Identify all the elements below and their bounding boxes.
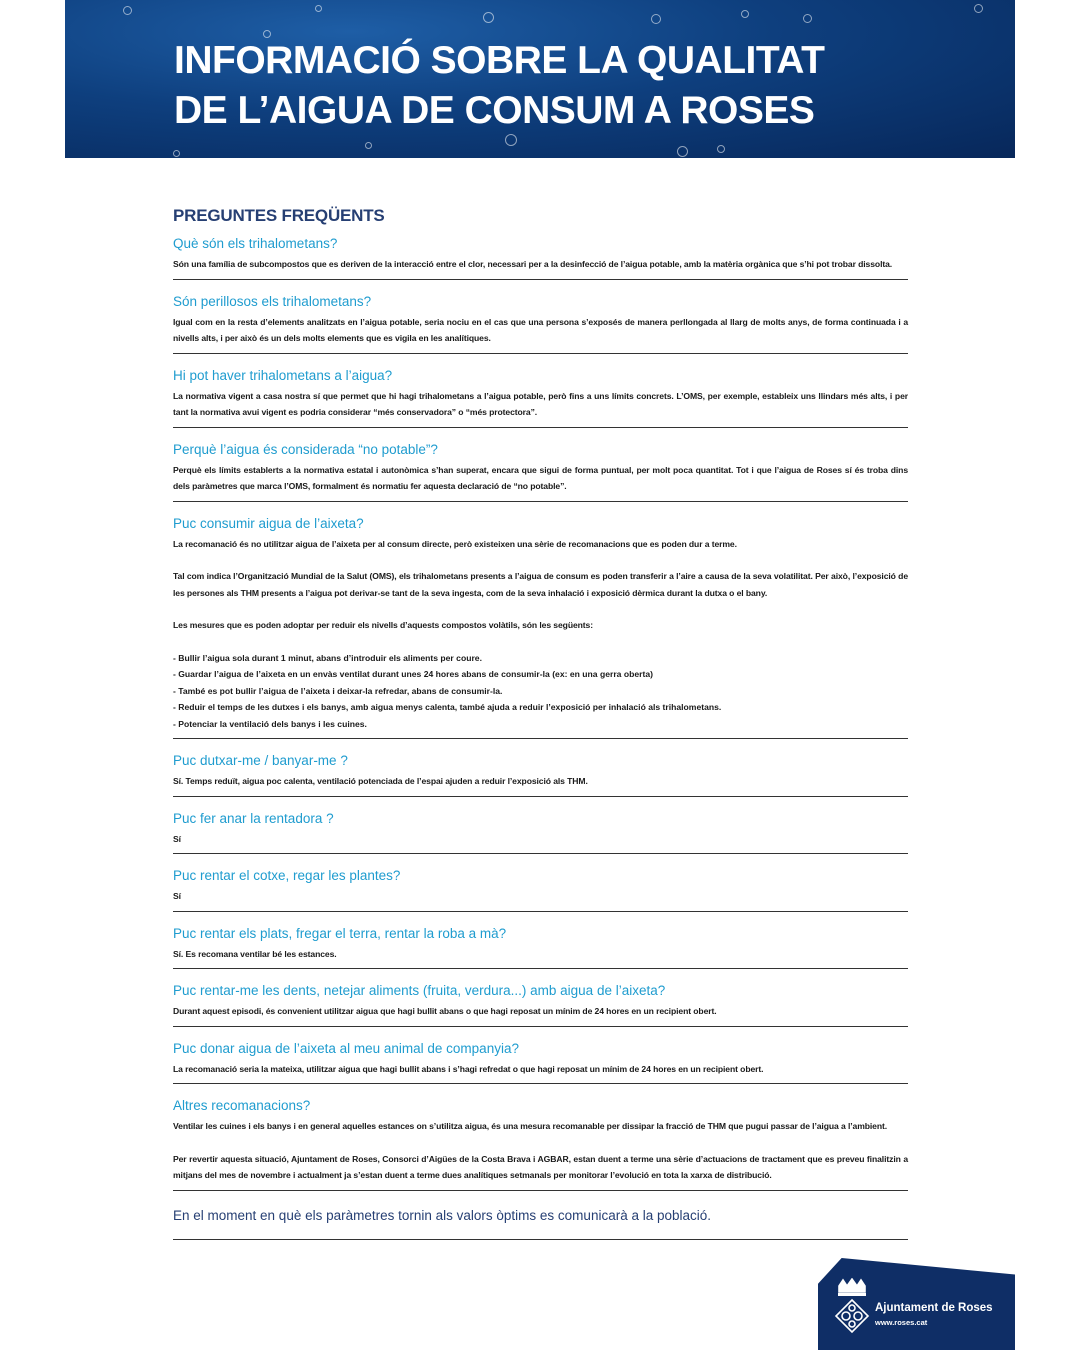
faq-content bbox=[173, 206, 908, 1240]
faq-item bbox=[173, 982, 908, 1027]
faq-answer: Perquè els límits establerts a la normativa estatal i autonòmica s’han superat, encara que sigui de forma puntual, per molt poca quantitat. Tot i que l’aigua de Roses sí és troba dins dels paràmetres que marca l’OMS, formalment és normatiu fer aquesta declaració de “no potable”. bbox=[173, 464, 908, 491]
bubble-decoration bbox=[123, 6, 132, 15]
faq-answer: Ventilar les cuines i els banys i en general aquelles estances on s’utilitza aigua, és una mesura recomanable per dissipar la fracció de THM que pugui passar de l’aigua a l’ambient. bbox=[173, 1121, 888, 1131]
section-heading: PREGUNTES FREQÜENTS bbox=[173, 206, 385, 225]
bubble-decoration bbox=[717, 145, 725, 153]
bubble-decoration bbox=[651, 14, 661, 24]
faq-answer: La recomanació és no utilitzar aigua de l’aixeta per al consum directe, però existeixen una sèrie de recomanacions que es poden dur a terme. bbox=[173, 538, 737, 549]
faq-question: Puc rentar-me les dents, netejar aliments (fruita, verdura...) amb aigua de l’aixeta? bbox=[173, 983, 666, 998]
closing-note bbox=[173, 1204, 908, 1240]
bubble-decoration bbox=[677, 146, 688, 157]
faq-question: Puc dutxar-me / banyar-me ? bbox=[173, 753, 348, 768]
bubble-decoration bbox=[315, 5, 322, 12]
faq-question: Puc donar aigua de l’aixeta al meu animal de companyia? bbox=[173, 1040, 519, 1056]
faq-answer-paragraph: Tal com indica l’Organització Mundial de la Salut (OMS), els trihalometans presents a l’aigua de consum es poden transferir a l’aire a causa de la seva volatilitat. Per això, l’exposició de les persones als THM presents a l’aigua pot derivar-se tant de la seva ingesta, com de la seva inhalació i exposició dèrmica durant la dutxa o el bany. bbox=[173, 571, 908, 598]
faq-question: Són perillosos els trihalometans? bbox=[173, 293, 372, 309]
faq-item bbox=[173, 1040, 908, 1085]
recommendation-list bbox=[173, 650, 908, 733]
faq-question: Puc fer anar la rentadora ? bbox=[173, 810, 334, 826]
list-item: - També es pot bullir l’aigua de l’aixeta i deixar-la refredar, abans de consumir-la. bbox=[173, 685, 503, 696]
faq-item bbox=[173, 1097, 908, 1191]
faq-answer: Igual com en la resta d’elements analitzats en l’aigua potable, seria nociu en el cas que una persona s’exposés de manera perllongada al llarg de molts anys, de forma continuada i a nivells alts, i per això és un dels molts elements que es vigila en les analítiques. bbox=[173, 316, 908, 343]
faq-item bbox=[173, 810, 908, 855]
logo-name: Ajuntament de Roses bbox=[875, 1302, 993, 1314]
faq-question: Hi pot haver trihalometans a l’aigua? bbox=[173, 367, 393, 383]
faq-answer: Sí. Es recomana ventilar bé les estances. bbox=[173, 948, 337, 959]
bubble-decoration bbox=[803, 14, 812, 23]
faq-question: Altres recomanacions? bbox=[173, 1098, 311, 1113]
faq-question: Perquè l’aigua és considerada “no potable”? bbox=[173, 441, 438, 457]
faq-answer: Durant aquest episodi, és convenient utilitzar aigua que hagi bullit abans o que hagi reposat un mínim de 24 hores en un recipient obert. bbox=[173, 1006, 717, 1016]
faq-question: Què són els trihalometans? bbox=[173, 236, 338, 251]
faq-item bbox=[173, 367, 908, 428]
faq-item bbox=[173, 752, 908, 797]
faq-item bbox=[173, 925, 908, 970]
bubble-decoration bbox=[173, 150, 180, 157]
faq-question: Puc rentar el cotxe, regar les plantes? bbox=[173, 868, 401, 883]
list-item: - Potenciar la ventilació dels banys i les cuines. bbox=[173, 718, 367, 729]
list-item: - Guardar l’aigua de l’aixeta en un envàs ventilat durant unes 24 hores abans de consumir-la (ex: en una gerra oberta) bbox=[173, 669, 653, 679]
faq-question: Puc rentar els plats, fregar el terra, rentar la roba a mà? bbox=[173, 925, 507, 941]
faq-item bbox=[173, 867, 908, 912]
bubble-decoration bbox=[365, 142, 372, 149]
faq-answer: Són una família de subcompostos que es deriven de la interacció entre el clor, necessari per a la desinfecció de l’aigua potable, amb la matèria orgànica que s’hi pot trobar dissolta. bbox=[173, 259, 893, 269]
faq-item bbox=[173, 293, 908, 354]
closing-text: En el moment en què els paràmetres tornin als valors òptims es comunicarà a la població. bbox=[173, 1207, 712, 1223]
logo-url[interactable]: www.roses.cat bbox=[875, 1318, 928, 1327]
faq-item bbox=[173, 441, 908, 502]
faq-item bbox=[173, 515, 908, 740]
bubble-decoration bbox=[741, 10, 749, 18]
faq-answer-paragraph: Per revertir aquesta situació, Ajuntament de Roses, Consorci d’Aigües de la Costa Brava i AGBAR, estan duent a terme una sèrie d’actuacions de tractament que es preveu finalitzin a mitjans del mes de novembre i actualment ja s’estan duent a terme dues analítiques setmanals per monitorar l’evolució en tota la xarxa de distribució. bbox=[173, 1153, 908, 1180]
header-banner bbox=[65, 0, 1015, 158]
faq-answer: Sí. Temps reduït, aigua poc calenta, ventilació potenciada de l’espai ajuden a reduir l’exposició als THM. bbox=[173, 776, 588, 786]
coat-of-arms-icon bbox=[833, 1278, 871, 1336]
faq-answer: La normativa vigent a casa nostra sí que permet que hi hagi trihalometans a l’aigua potable, però fins a uns límits concrets. L’OMS, per exemple, estableix uns llindars més alts, i per tant la normativa avui vigent es podria considerar “més conservadora” o “més protectora”. bbox=[173, 390, 908, 417]
list-item: - Bullir l’aigua sola durant 1 minut, abans d’introduir els aliments per coure. bbox=[173, 652, 482, 663]
faq-item bbox=[173, 235, 908, 280]
faq-question: Puc consumir aigua de l’aixeta? bbox=[173, 515, 364, 531]
bubble-decoration bbox=[974, 4, 983, 13]
bubble-decoration bbox=[483, 12, 494, 23]
faq-answer: Sí bbox=[173, 833, 181, 844]
faq-answer-paragraph: Les mesures que es poden adoptar per reduir els nivells d’aquests compostos volàtils, són les següents: bbox=[173, 620, 593, 630]
page-title: INFORMACIÓ SOBRE LA QUALITAT DE L’AIGUA DE CONSUM A ROSES bbox=[174, 39, 825, 132]
faq-answer: La recomanació seria la mateixa, utilitzar aigua que hagi bullit abans i s’hagi refredat o que hagi reposat un mínim de 24 hores en un recipient obert. bbox=[173, 1063, 764, 1074]
list-item: - Reduir el temps de les dutxes i els banys, amb aigua menys calenta, també ajuda a reduir l’exposició per inhalació als trihalometans. bbox=[173, 702, 722, 712]
faq-answer: Sí bbox=[173, 891, 181, 901]
